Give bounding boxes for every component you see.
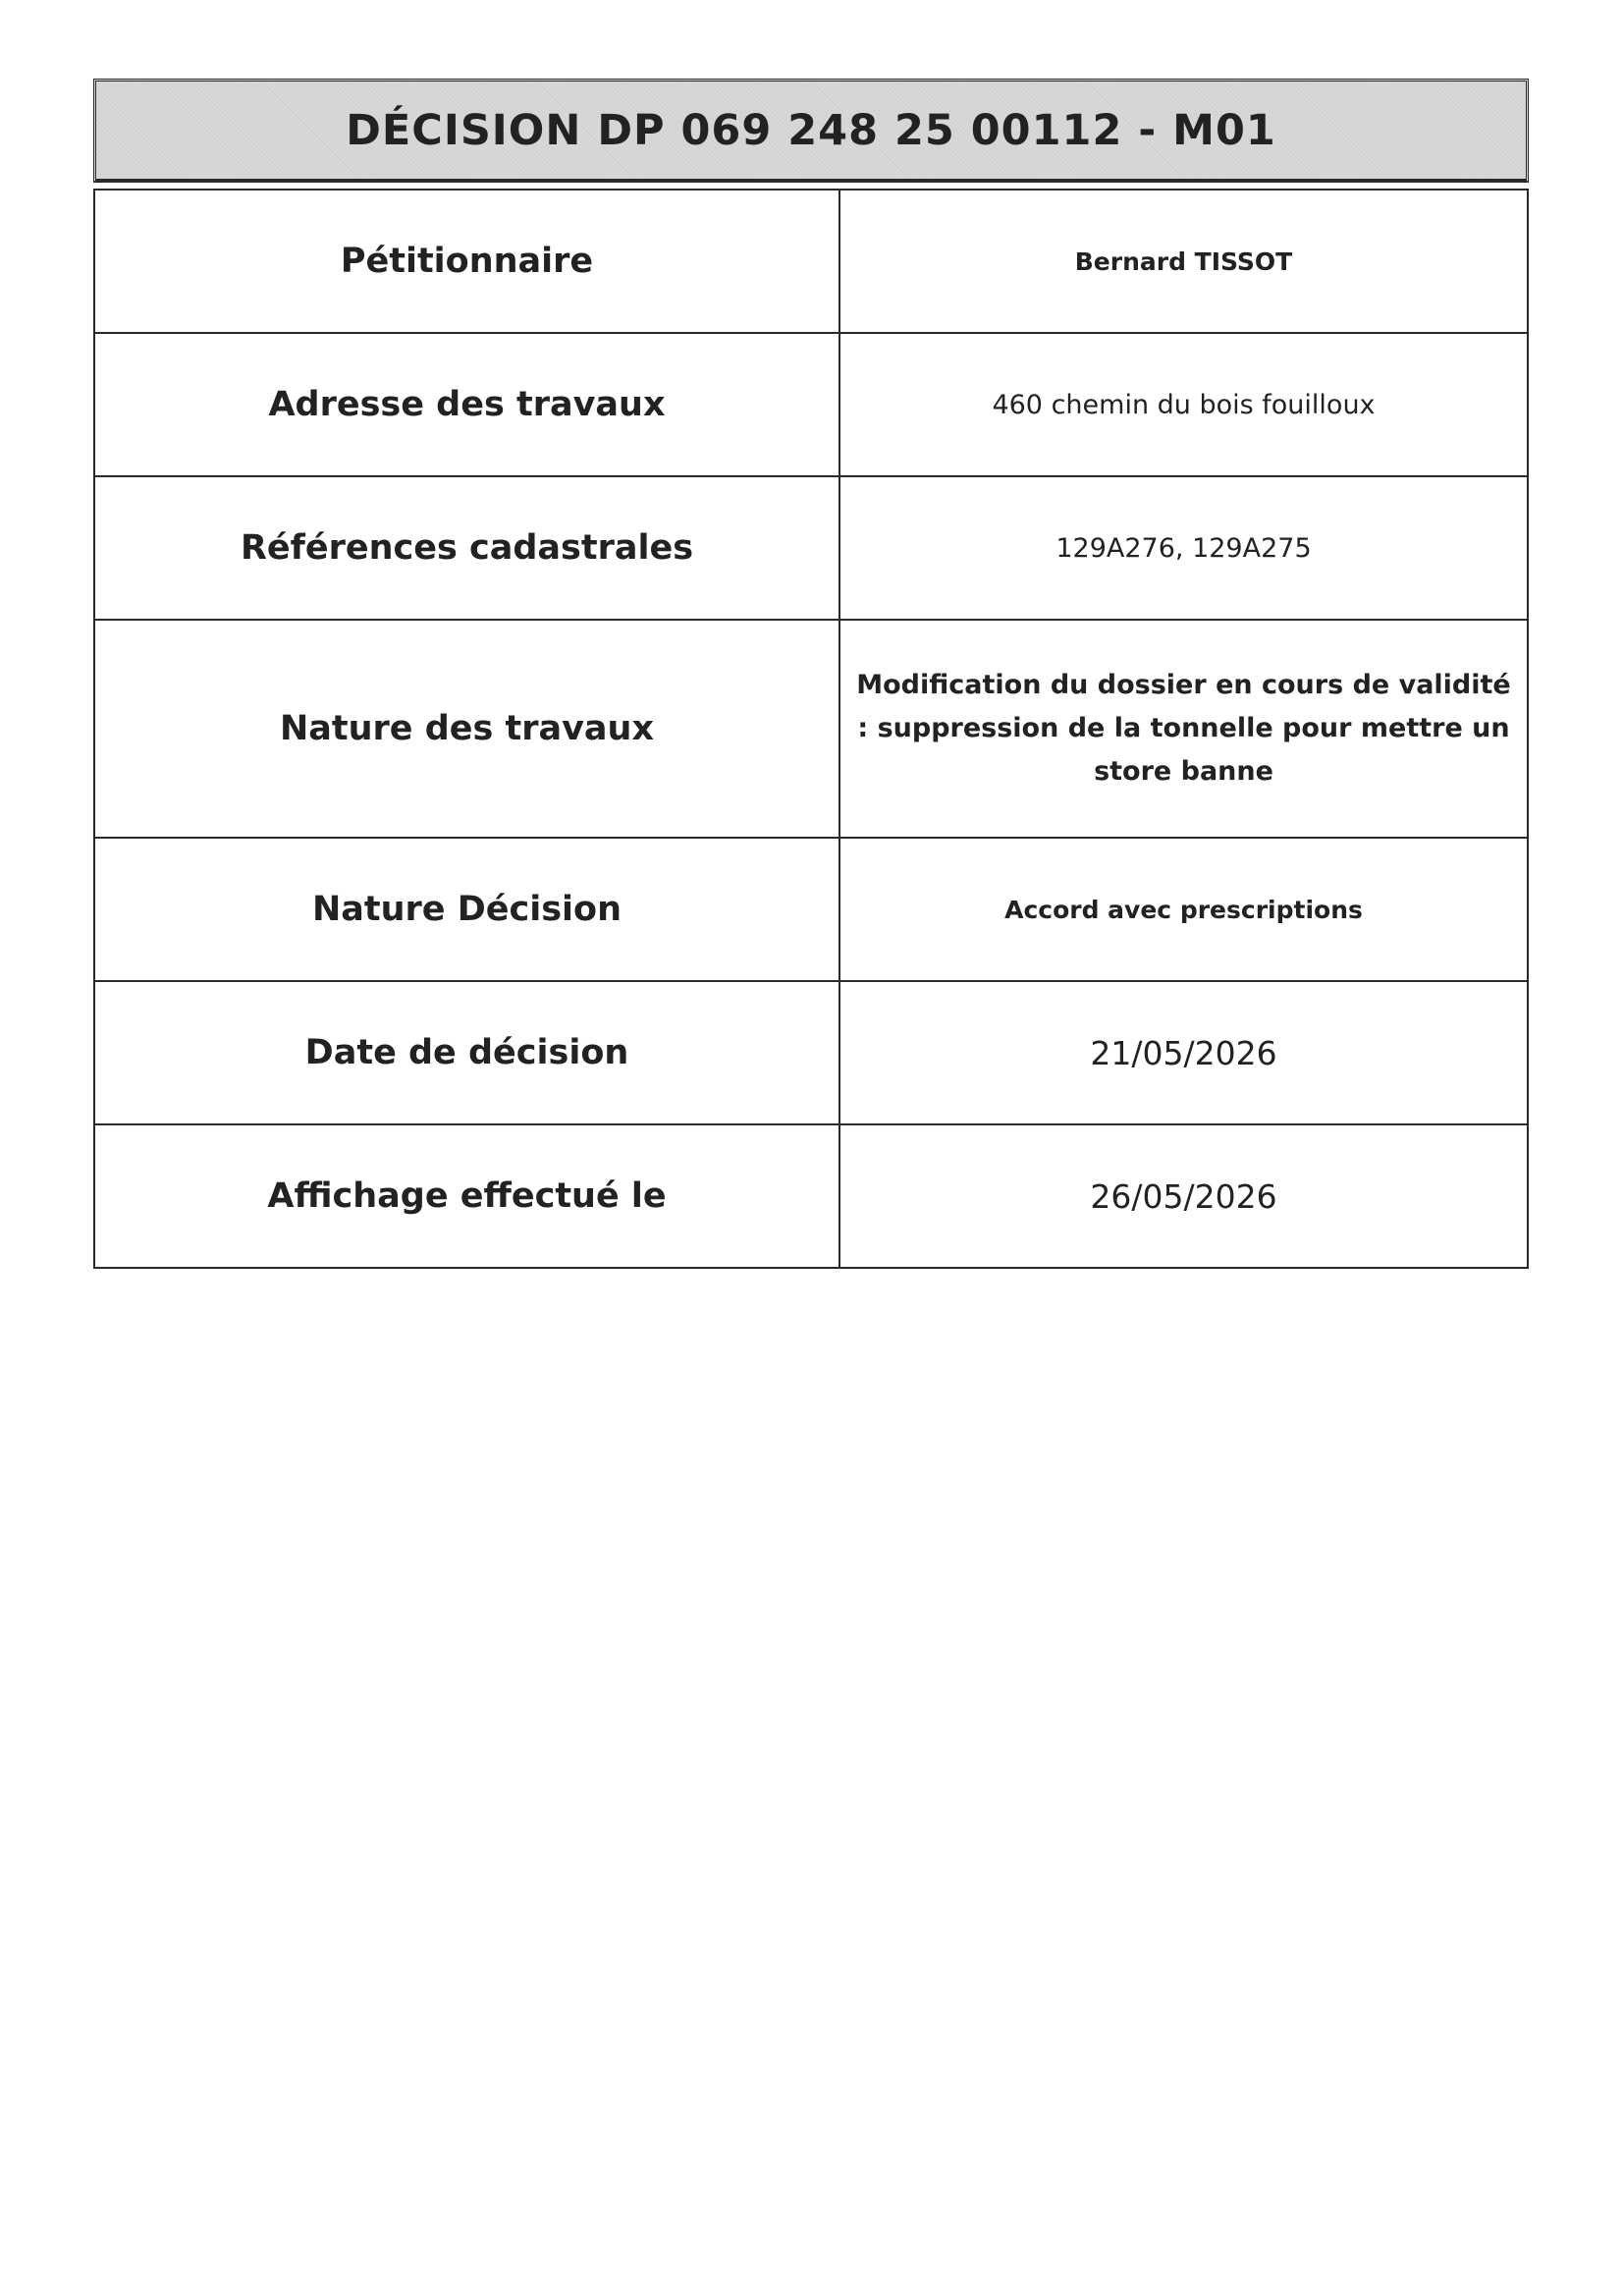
row-value-nature-travaux: Modification du dossier en cours de validité : suppression de la tonnelle pour mettre un store banne (839, 620, 1528, 838)
row-value-petitionnaire: Bernard TISSOT (839, 190, 1528, 333)
row-label-nature-travaux: Nature des travaux (94, 620, 839, 838)
row-label-date-decision: Date de décision (94, 981, 839, 1124)
row-label-adresse: Adresse des travaux (94, 333, 839, 476)
row-label-petitionnaire: Pétitionnaire (94, 190, 839, 333)
row-value-references: 129A276, 129A275 (839, 476, 1528, 620)
table-row (94, 620, 1528, 838)
table-row (94, 838, 1528, 981)
decision-title-box (93, 79, 1529, 183)
table-row (94, 190, 1528, 333)
row-value-nature-decision: Accord avec prescriptions (839, 838, 1528, 981)
row-value-affichage: 26/05/2026 (839, 1124, 1528, 1268)
table-row (94, 333, 1528, 476)
row-value-date-decision: 21/05/2026 (839, 981, 1528, 1124)
table-row (94, 476, 1528, 620)
table-row (94, 1124, 1528, 1268)
row-label-affichage: Affichage effectué le (94, 1124, 839, 1268)
decision-title: DÉCISION DP 069 248 25 00112 - M01 (346, 105, 1276, 155)
row-label-references: Références cadastrales (94, 476, 839, 620)
decision-table (93, 189, 1529, 1269)
row-label-nature-decision: Nature Décision (94, 838, 839, 981)
table-row (94, 981, 1528, 1124)
row-value-adresse: 460 chemin du bois fouilloux (839, 333, 1528, 476)
